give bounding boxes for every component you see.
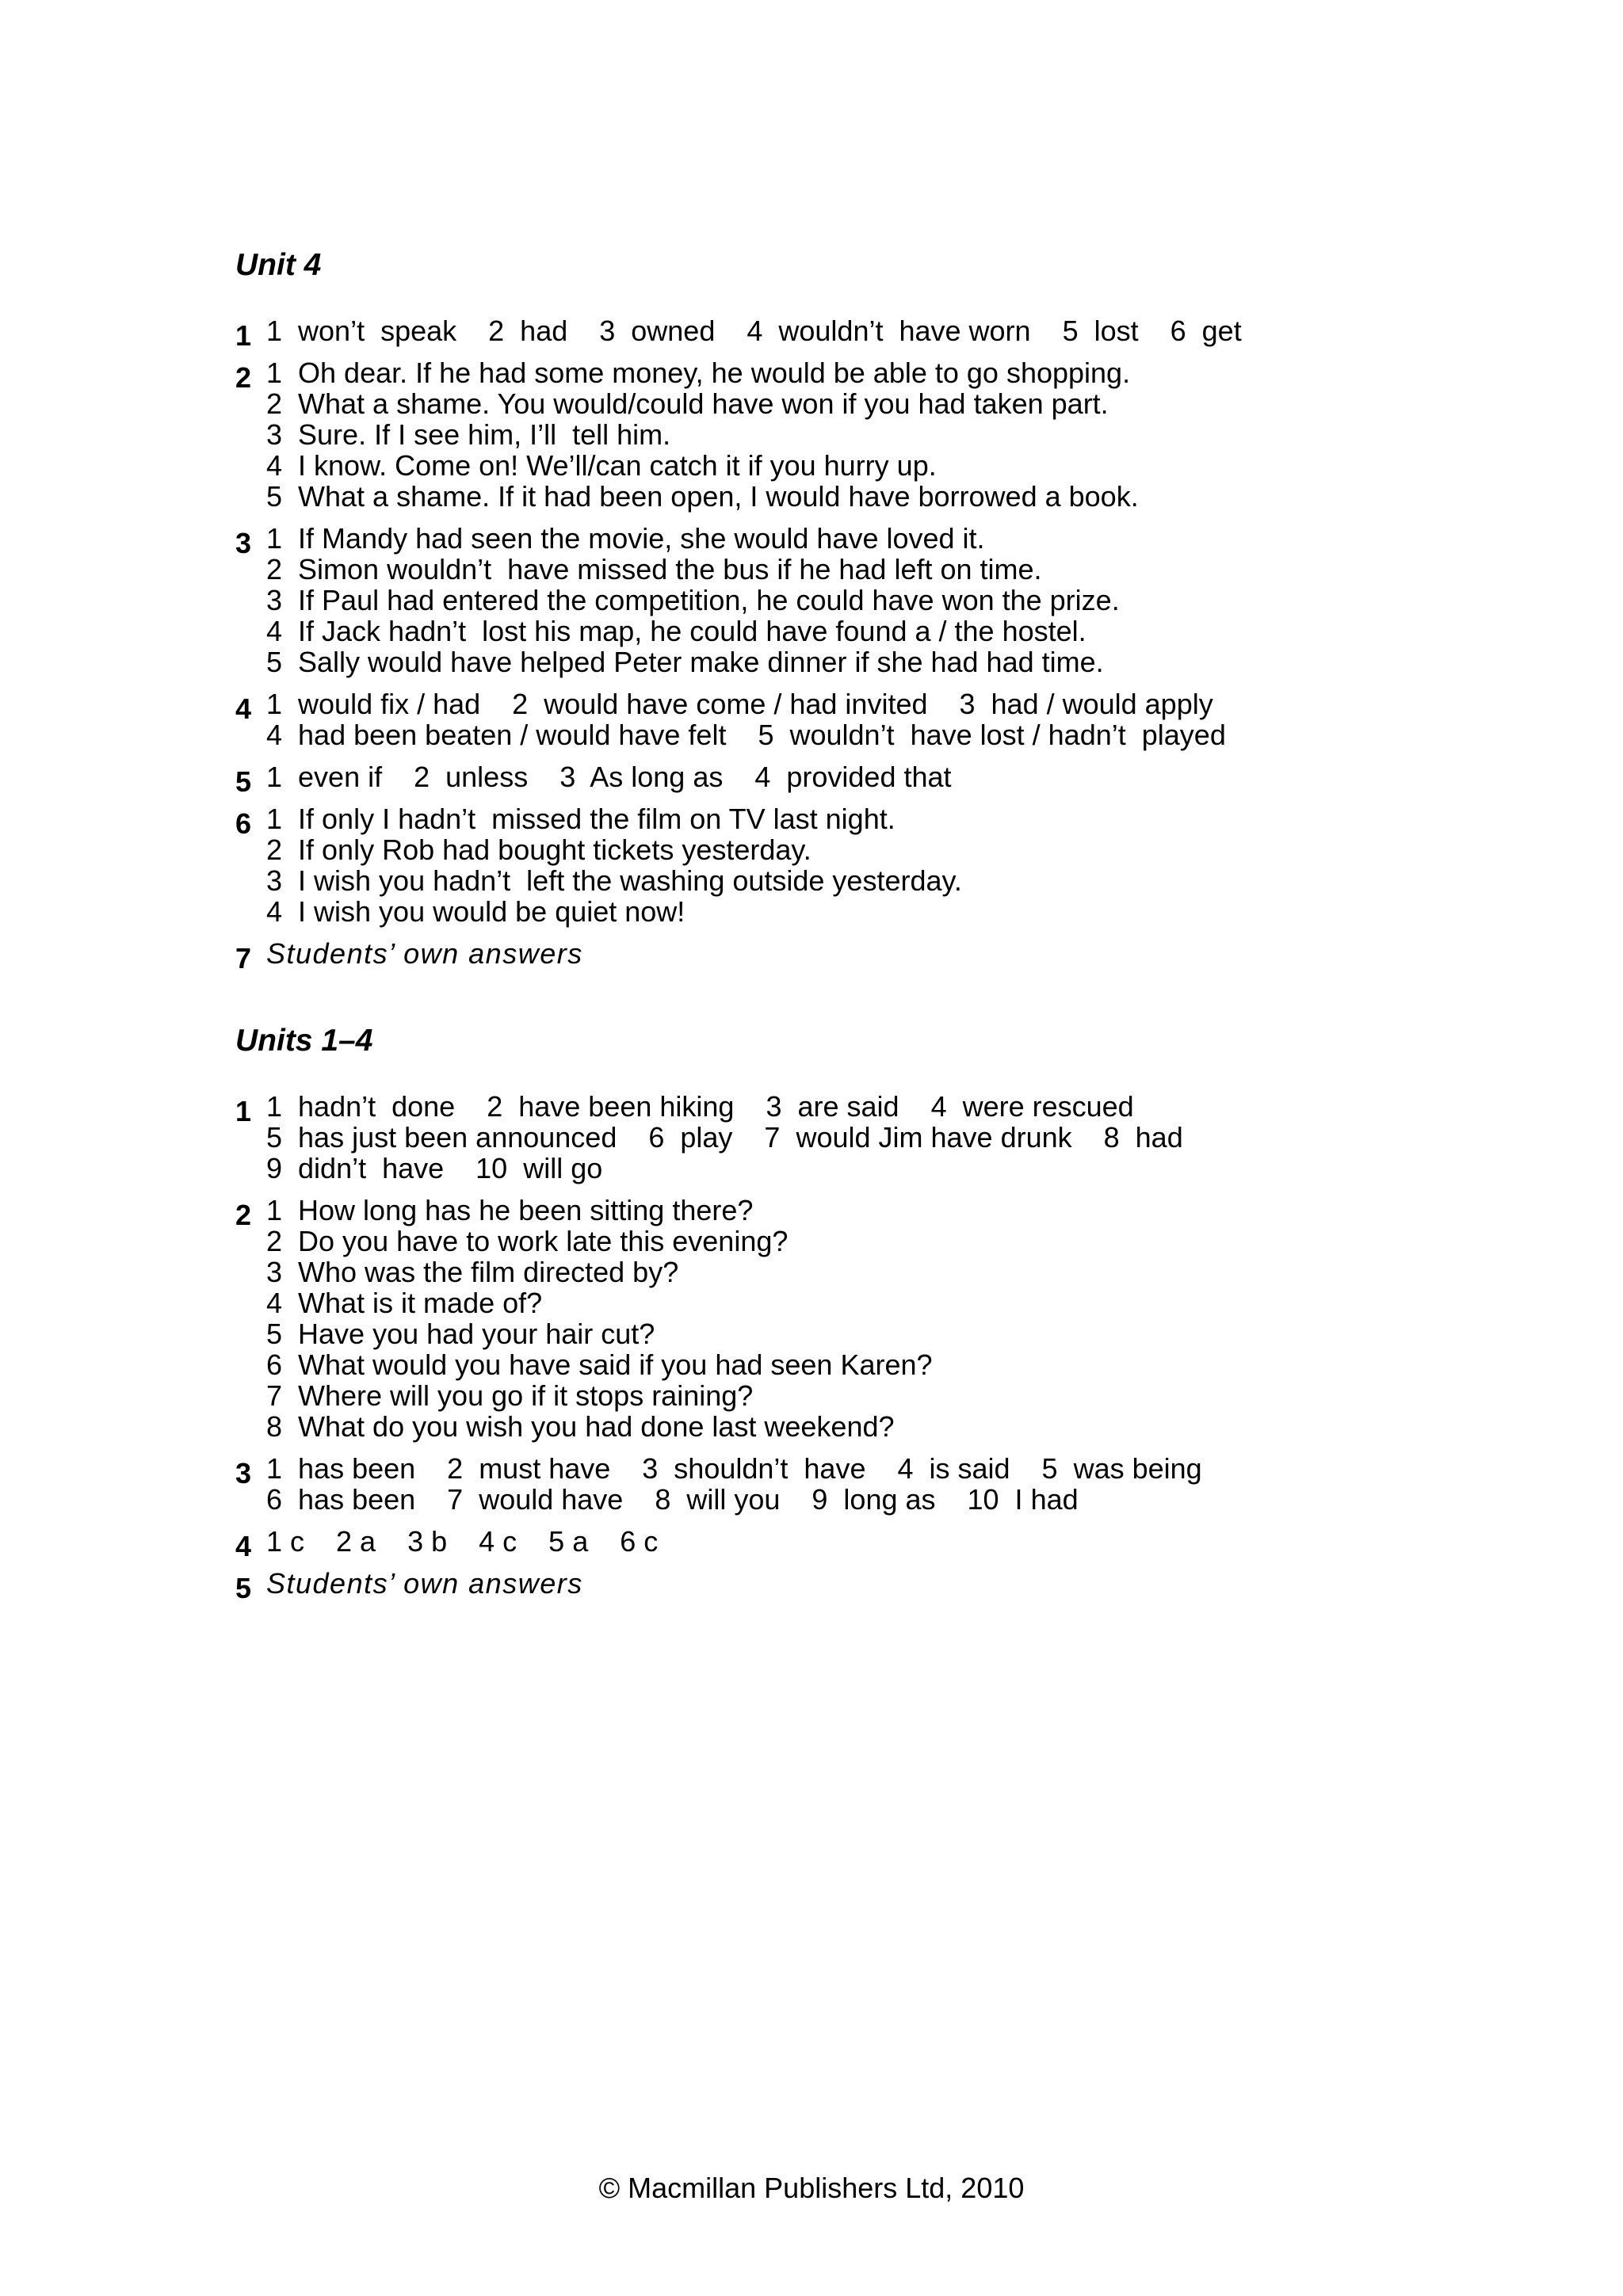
- answer-line: 4 If Jack hadn’t lost his map, he could have found a / the hostel.: [266, 615, 1086, 647]
- exercise-item: [235, 1567, 1424, 1604]
- exercise-number: 7: [235, 942, 252, 974]
- exercise-item: [235, 761, 1424, 798]
- answer-line: 2 Do you have to work late this evening?: [266, 1225, 789, 1257]
- exercise-number: 3: [235, 1457, 252, 1489]
- exercise-item: [235, 937, 1424, 974]
- answer-line: 6 has been 7 would have 8 will you 9 long as 10 I had: [266, 1483, 1079, 1516]
- answer-line: 1 How long has he been sitting there?: [266, 1194, 754, 1226]
- section-2: [235, 1023, 1424, 1604]
- exercise-number: 6: [235, 807, 252, 840]
- answer-line: 5 What a shame. If it had been open, I would have borrowed a book.: [266, 480, 1139, 513]
- answer-line: Students’ own answers: [266, 937, 583, 970]
- answer-line: 4 had been beaten / would have felt 5 wouldn’t have lost / hadn’t played: [266, 719, 1226, 751]
- exercise-item: [235, 523, 1424, 677]
- answer-line: 1 If only I hadn’t missed the film on TV last night.: [266, 803, 896, 835]
- exercise-list: [235, 1090, 1424, 1604]
- answer-line: 5 Have you had your hair cut?: [266, 1318, 655, 1350]
- exercise-number: 3: [235, 527, 252, 559]
- exercise-number: 2: [235, 1199, 252, 1231]
- answer-line: 1 If Mandy had seen the movie, she would have loved it.: [266, 522, 985, 555]
- answer-line: 5 has just been announced 6 play 7 would Jim have drunk 8 had: [266, 1121, 1183, 1154]
- answer-line: 3 If Paul had entered the competition, he could have won the prize.: [266, 584, 1120, 616]
- exercise-list: [235, 315, 1424, 974]
- exercise-item: [235, 1195, 1424, 1442]
- answer-line: 4 I wish you would be quiet now!: [266, 895, 685, 928]
- exercise-item: [235, 1453, 1424, 1515]
- answer-line: 1 won’t speak 2 had 3 owned 4 wouldn’t have worn 5 lost 6 get: [266, 315, 1242, 347]
- answer-line: 3 I wish you hadn’t left the washing outside yesterday.: [266, 864, 962, 897]
- copyright-footer: © Macmillan Publishers Ltd, 2010: [598, 2172, 1025, 2204]
- answer-line: 3 Sure. If I see him, I’ll tell him.: [266, 418, 671, 451]
- answer-line: 1 Oh dear. If he had some money, he would be able to go shopping.: [266, 357, 1131, 389]
- answer-line: 2 If only Rob had bought tickets yesterday.: [266, 833, 812, 866]
- answer-line: 5 Sally would have helped Peter make dinner if she had had time.: [266, 646, 1104, 678]
- answer-line: 1 c 2 a 3 b 4 c 5 a 6 c: [266, 1525, 659, 1558]
- exercise-item: [235, 1525, 1424, 1562]
- answer-line: 6 What would you have said if you had seen Karen?: [266, 1348, 933, 1381]
- answer-line: 4 What is it made of?: [266, 1287, 543, 1319]
- section-title: Unit 4: [235, 248, 322, 282]
- answer-line: 1 hadn’t done 2 have been hiking 3 are said 4 were rescued: [266, 1090, 1134, 1123]
- exercise-item: [235, 688, 1424, 750]
- answer-key-content: [235, 247, 1424, 1610]
- exercise-number: 1: [235, 319, 252, 352]
- exercise-number: 5: [235, 765, 252, 798]
- exercise-number: 1: [235, 1095, 252, 1127]
- section-title: Units 1–4: [235, 1024, 373, 1058]
- answer-line: 8 What do you wish you had done last weekend?: [266, 1410, 895, 1443]
- answer-line: 2 What a shame. You would/could have won if you had taken part.: [266, 387, 1109, 420]
- answer-line: 1 even if 2 unless 3 As long as 4 provided that: [266, 761, 952, 793]
- answer-line: 2 Simon wouldn’t have missed the bus if he had left on time.: [266, 553, 1042, 585]
- exercise-item: [235, 803, 1424, 927]
- exercise-number: 4: [235, 692, 252, 725]
- answer-line: Students’ own answers: [266, 1567, 583, 1600]
- exercise-item: [235, 1091, 1424, 1184]
- exercise-number: 5: [235, 1572, 252, 1604]
- answer-line: 7 Where will you go if it stops raining?: [266, 1379, 754, 1412]
- answer-line: 3 Who was the film directed by?: [266, 1256, 679, 1288]
- answer-line: 1 has been 2 must have 3 shouldn’t have 4 is said 5 was being: [266, 1452, 1202, 1485]
- section-1: [235, 247, 1424, 974]
- exercise-number: 2: [235, 361, 252, 394]
- exercise-number: 4: [235, 1530, 252, 1562]
- exercise-item: [235, 357, 1424, 512]
- answer-line: 4 I know. Come on! We’ll/can catch it if you hurry up.: [266, 449, 937, 482]
- answer-line: 9 didn’t have 10 will go: [266, 1152, 603, 1184]
- answer-line: 1 would fix / had 2 would have come / had invited 3 had / would apply: [266, 688, 1213, 720]
- exercise-item: [235, 315, 1424, 352]
